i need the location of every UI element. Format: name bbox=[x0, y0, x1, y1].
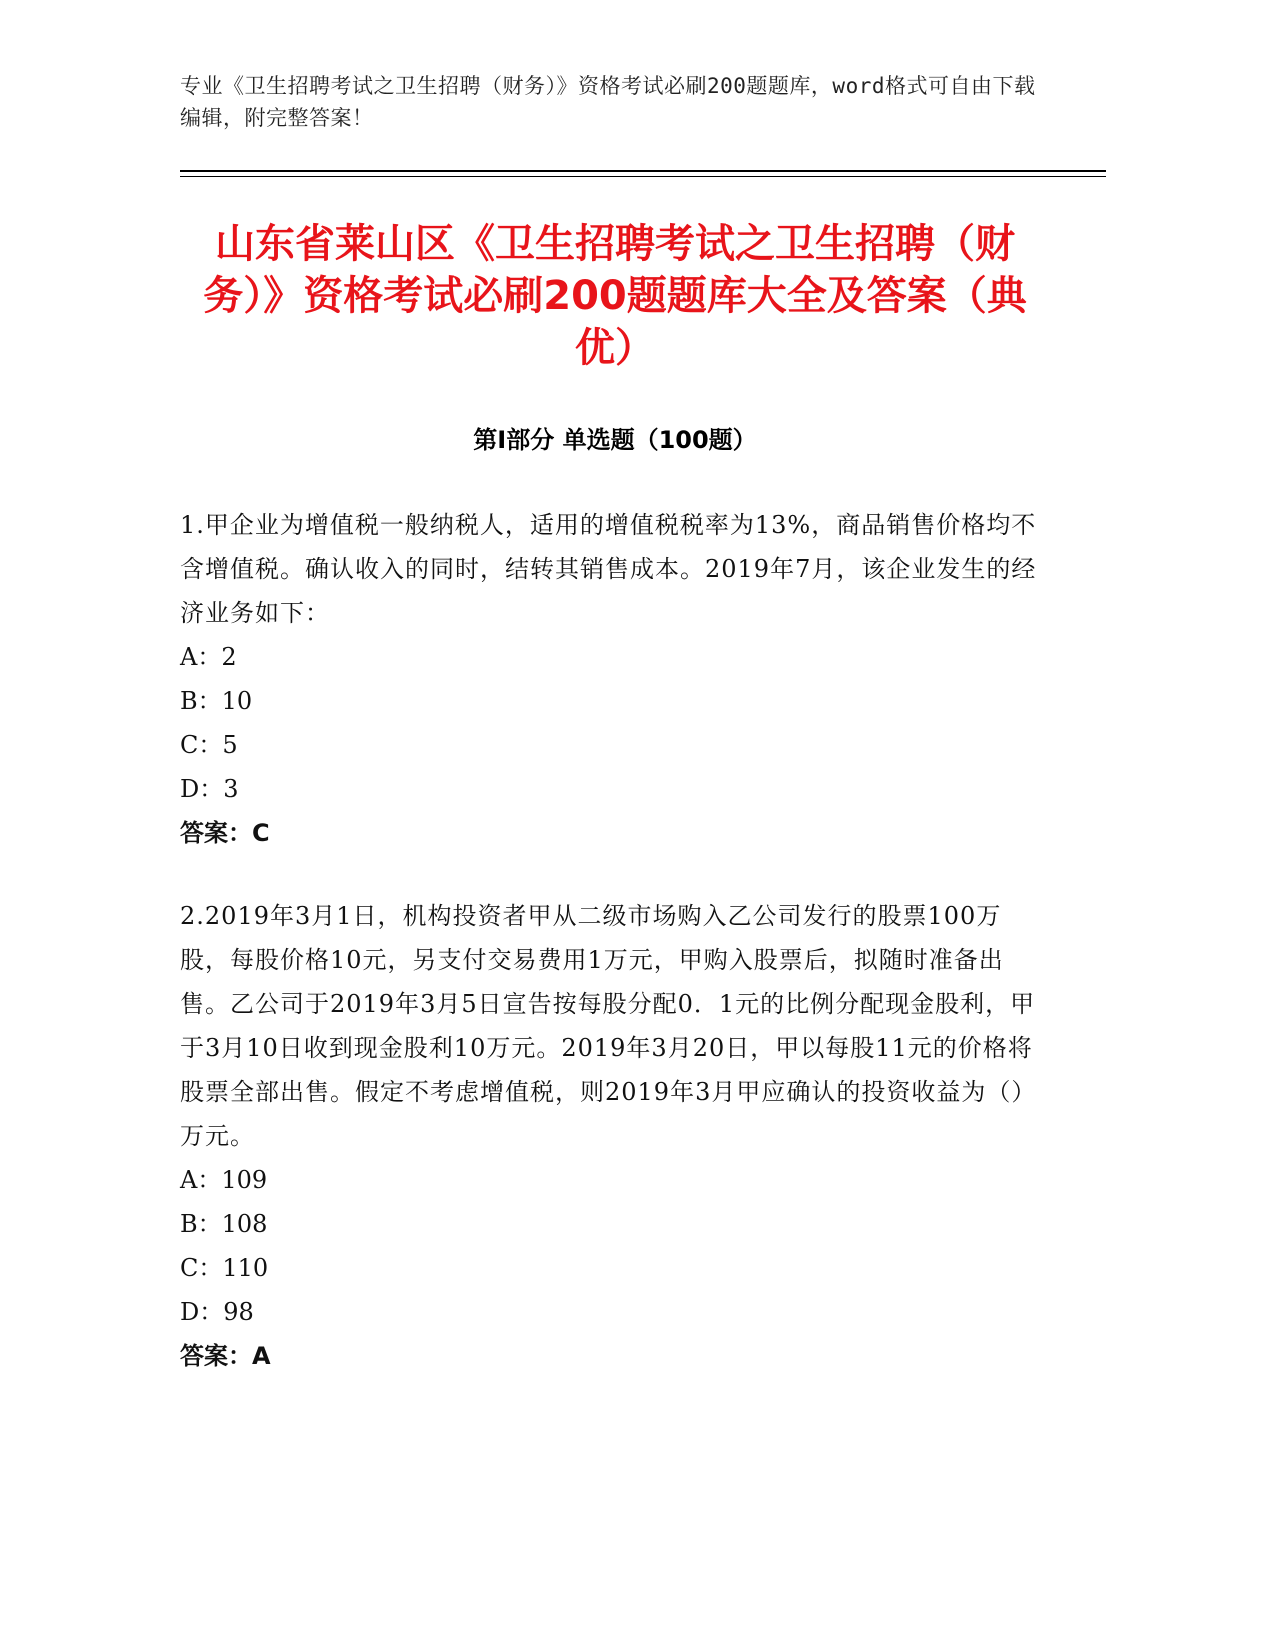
document-title: 山东省莱山区《卫生招聘考试之卫生招聘（财务）》资格考试必刷200题题库大全及答案（典优） bbox=[203, 221, 1027, 371]
question-1 bbox=[180, 503, 1040, 855]
option-d: D：3 bbox=[180, 775, 239, 803]
section-title: 第Ⅰ部分 单选题（100题） bbox=[473, 426, 757, 454]
header-note: 专业《卫生招聘考试之卫生招聘（财务）》资格考试必刷200题题库，word格式可自由下载编辑，附完整答案！ bbox=[180, 74, 1036, 130]
answer-label: 答案：A bbox=[180, 1342, 271, 1370]
option-c: C：5 bbox=[180, 731, 238, 759]
option-list bbox=[180, 635, 1040, 811]
header-divider-thin bbox=[180, 176, 1106, 177]
header-divider-thick bbox=[180, 170, 1106, 172]
question-2 bbox=[180, 894, 1040, 1378]
question-stem: 2.2019年3月1日，机构投资者甲从二级市场购入乙公司发行的股票100万股，每股价格10元，另支付交易费用1万元，甲购入股票后，拟随时准备出售。乙公司于2019年3月5日宣告按每股分配0．1元的比例分配现金股利，甲于3月10日收到现金股利10万元。2019年3月20日，甲以每股11元的价格将股票全部出售。假定不考虑增值税，则2019年3月甲应确认的投资收益为（）万元。 bbox=[180, 902, 1037, 1150]
option-d: D：98 bbox=[180, 1298, 254, 1326]
option-a: A：2 bbox=[180, 643, 237, 671]
option-b: B：108 bbox=[180, 1210, 268, 1238]
question-stem: 1.甲企业为增值税一般纳税人，适用的增值税税率为13%，商品销售价格均不含增值税。确认收入的同时，结转其销售成本。2019年7月，该企业发生的经济业务如下： bbox=[180, 511, 1037, 627]
option-list bbox=[180, 1158, 1040, 1334]
option-c: C：110 bbox=[180, 1254, 269, 1282]
option-a: A：109 bbox=[180, 1166, 268, 1194]
option-b: B：10 bbox=[180, 687, 253, 715]
answer-label: 答案：C bbox=[180, 819, 270, 847]
